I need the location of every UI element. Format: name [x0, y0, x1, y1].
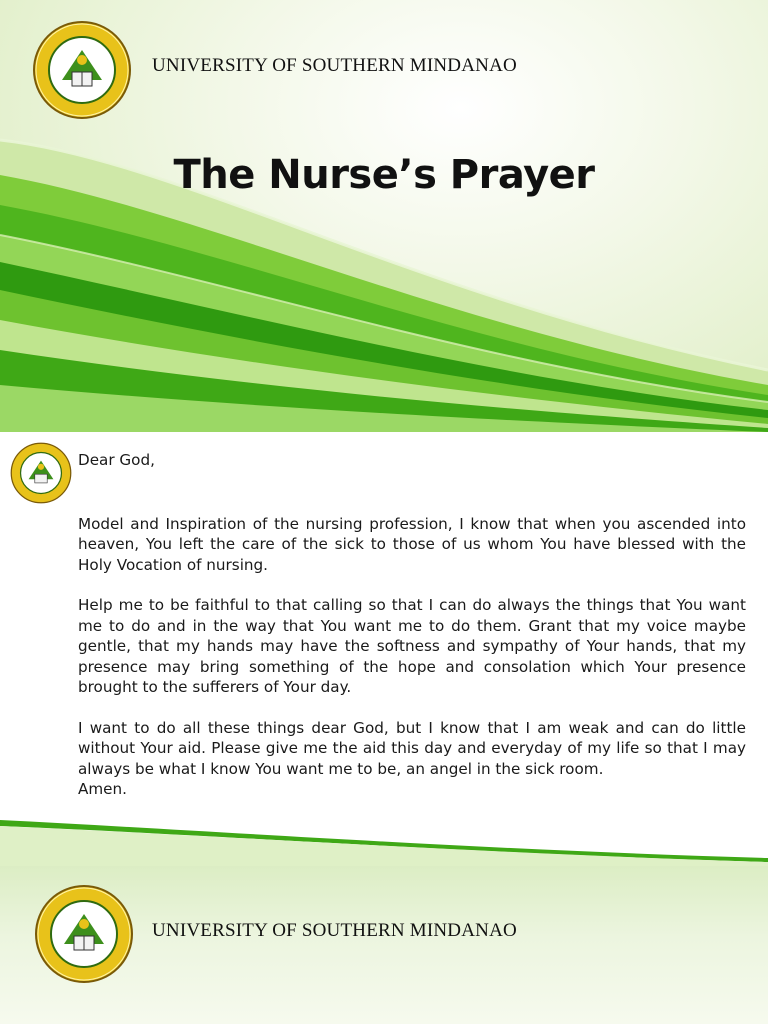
footer-slide: [0, 866, 768, 1024]
slide-title: The Nurse’s Prayer: [173, 152, 595, 198]
prayer-paragraph-2: Help me to be faithful to that calling so that I can do always the things that You want me to do and in the way that You want me to do them. Grant that my voice maybe gentle, that my hands may have the softness and sympathy of Your hands, that my presence may bring something of the hope and consolation which Your presence brought to the sufferers of Your day.: [78, 596, 746, 696]
university-seal-logo: [32, 20, 132, 120]
university-name-footer: UNIVERSITY OF SOUTHERN MINDANAO: [152, 920, 517, 941]
prayer-salutation: Dear God,: [78, 451, 155, 469]
prayer-paragraph-1: Model and Inspiration of the nursing profession, I know that when you ascended into heaven, You left the care of the sick to those of us whom You have blessed with the Holy Vocation of nursing.: [78, 514, 746, 574]
university-name: UNIVERSITY OF SOUTHERN MINDANAO: [152, 55, 517, 76]
prayer-text: [78, 450, 746, 820]
university-seal-logo-small: [10, 442, 72, 504]
university-seal-logo-footer: [34, 884, 134, 984]
title-slide: [0, 0, 768, 432]
prayer-paragraph-3: I want to do all these things dear God, but I know that I am weak and can do little without Your aid. Please give me the aid this day and everyday of my life so that I may always be what I know You want me to be, an angel in the sick room.: [78, 718, 746, 778]
prayer-closing: Amen.: [78, 780, 127, 798]
